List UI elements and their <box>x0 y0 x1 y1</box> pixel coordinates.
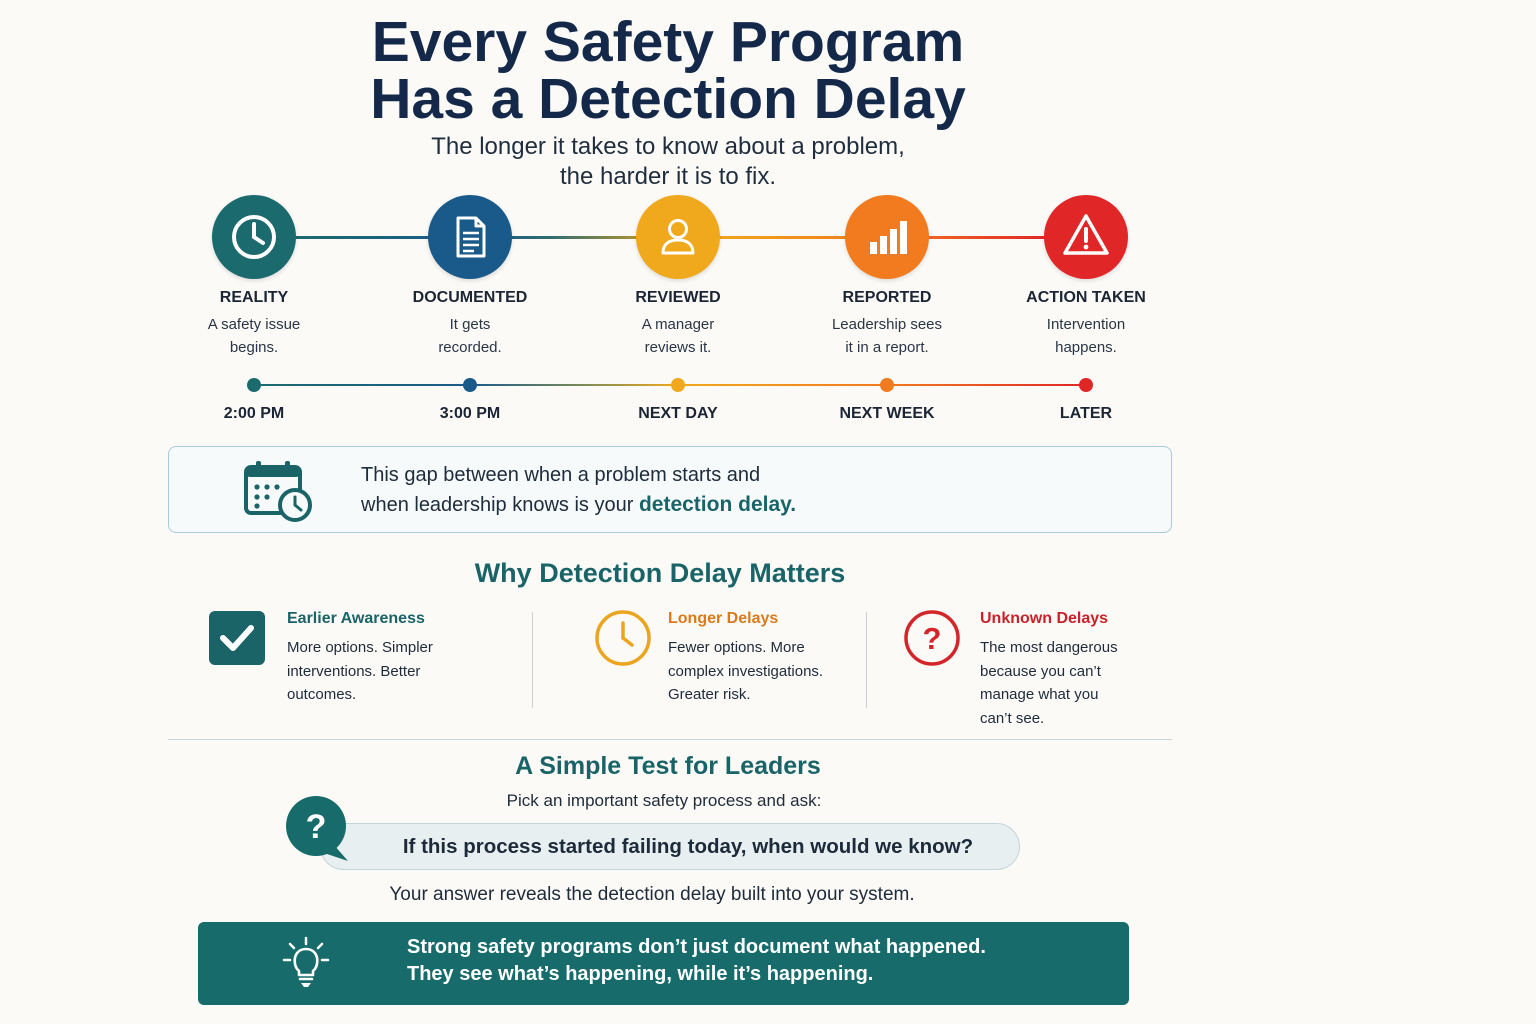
stage-description-line: A safety issue <box>207 316 301 333</box>
subtitle-line-1: The longer it takes to know about a problem, <box>431 133 905 160</box>
why-item-line: interventions. Better <box>287 662 421 680</box>
stage-description-line: It gets <box>449 316 491 333</box>
why-item-line: can’t see. <box>980 709 1045 727</box>
stage-documented <box>360 0 580 430</box>
stage-reality <box>144 0 364 430</box>
stage-description-line: it in a report. <box>845 339 929 356</box>
stage-description-line: recorded. <box>438 339 502 356</box>
stage-description-line: reviews it. <box>644 339 712 356</box>
stage-action-taken <box>976 0 1196 430</box>
check-mark-icon <box>217 620 257 656</box>
why-item-line: complex investigations. <box>668 662 824 680</box>
why-item-line: The most dangerous <box>980 639 1118 656</box>
svg-text:?: ? <box>305 808 327 846</box>
stage-icon-circle <box>636 195 720 279</box>
callout-line-2-text: when leadership knows is your <box>361 494 634 516</box>
why-item-title: Unknown Delays <box>980 610 1109 627</box>
bar-chart-icon <box>845 195 929 279</box>
column-divider <box>532 612 533 708</box>
calendar-clock-icon <box>243 460 315 522</box>
stage-time: 3:00 PM <box>439 405 501 422</box>
question-circle-icon <box>903 609 961 667</box>
question-bubble-icon <box>284 795 354 865</box>
lightbulb-icon <box>280 936 332 990</box>
stage-icon-circle <box>1044 195 1128 279</box>
stage-time: 2:00 PM <box>223 405 285 422</box>
stage-description-line: Leadership sees <box>831 316 943 333</box>
stage-time: NEXT DAY <box>638 405 718 422</box>
column-divider <box>866 612 867 708</box>
title-line-1: Every Safety Program <box>371 10 965 74</box>
why-item-line: More options. Simpler <box>287 639 433 656</box>
timeline-dot <box>247 378 261 392</box>
why-item-line: because you can’t <box>980 662 1101 680</box>
stage-time: NEXT WEEK <box>839 405 935 422</box>
subtitle-line-2: the harder it is to fix. <box>559 163 777 190</box>
timeline-dot <box>463 378 477 392</box>
stage-icon-circle <box>212 195 296 279</box>
document-icon <box>428 195 512 279</box>
callout-highlight: detection delay. <box>638 493 797 516</box>
stage-icon-circle <box>428 195 512 279</box>
title-line-2: Has a Detection Delay <box>370 67 966 131</box>
stage-label: REVIEWED <box>635 289 721 306</box>
test-question-pill: If this process started failing today, when would we know? <box>320 823 1020 870</box>
test-prompt: Pick an important safety process and ask: <box>506 791 822 810</box>
stage-icon-circle <box>845 195 929 279</box>
callout-text <box>361 460 796 520</box>
timeline-dot <box>671 378 685 392</box>
stage-description-line: Intervention <box>1046 316 1126 333</box>
test-heading: A Simple Test for Leaders <box>515 752 821 780</box>
person-icon <box>636 195 720 279</box>
stage-time: LATER <box>1059 405 1113 422</box>
checkbox-icon <box>209 611 265 665</box>
timeline-dot <box>1079 378 1093 392</box>
clock-icon <box>212 195 296 279</box>
stage-label: REPORTED <box>842 289 932 306</box>
stage-description-line: A manager <box>641 316 715 333</box>
banner-text <box>407 934 986 988</box>
stage-description-line: begins. <box>229 339 279 356</box>
why-heading: Why Detection Delay Matters <box>474 558 846 588</box>
svg-text:?: ? <box>922 621 942 656</box>
stage-reported <box>777 0 997 430</box>
why-item-line: outcomes. <box>287 686 357 703</box>
clock-icon <box>594 609 652 667</box>
why-item-title: Earlier Awareness <box>287 610 425 627</box>
banner-line-2: They see what’s happening, while it’s happening. <box>407 963 874 985</box>
stage-label: REALITY <box>219 289 289 306</box>
why-item-title: Longer Delays <box>668 610 779 627</box>
callout-line-1: This gap between when a problem starts and <box>361 464 761 486</box>
section-divider <box>168 739 1172 740</box>
stage-label: DOCUMENTED <box>412 289 528 306</box>
stage-reviewed <box>568 0 788 430</box>
callout-line-2 <box>361 490 796 520</box>
stage-label: ACTION TAKEN <box>1026 289 1146 306</box>
why-item-line: Fewer options. More <box>668 639 805 656</box>
warning-icon <box>1044 195 1128 279</box>
why-item-line: Greater risk. <box>668 686 751 703</box>
test-note: Your answer reveals the detection delay built into your system. <box>389 884 915 905</box>
banner-line-1: Strong safety programs don’t just document what happened. <box>407 936 986 958</box>
timeline-dot <box>880 378 894 392</box>
why-item-line: manage what you <box>980 686 1099 703</box>
stage-description-line: happens. <box>1055 339 1117 356</box>
